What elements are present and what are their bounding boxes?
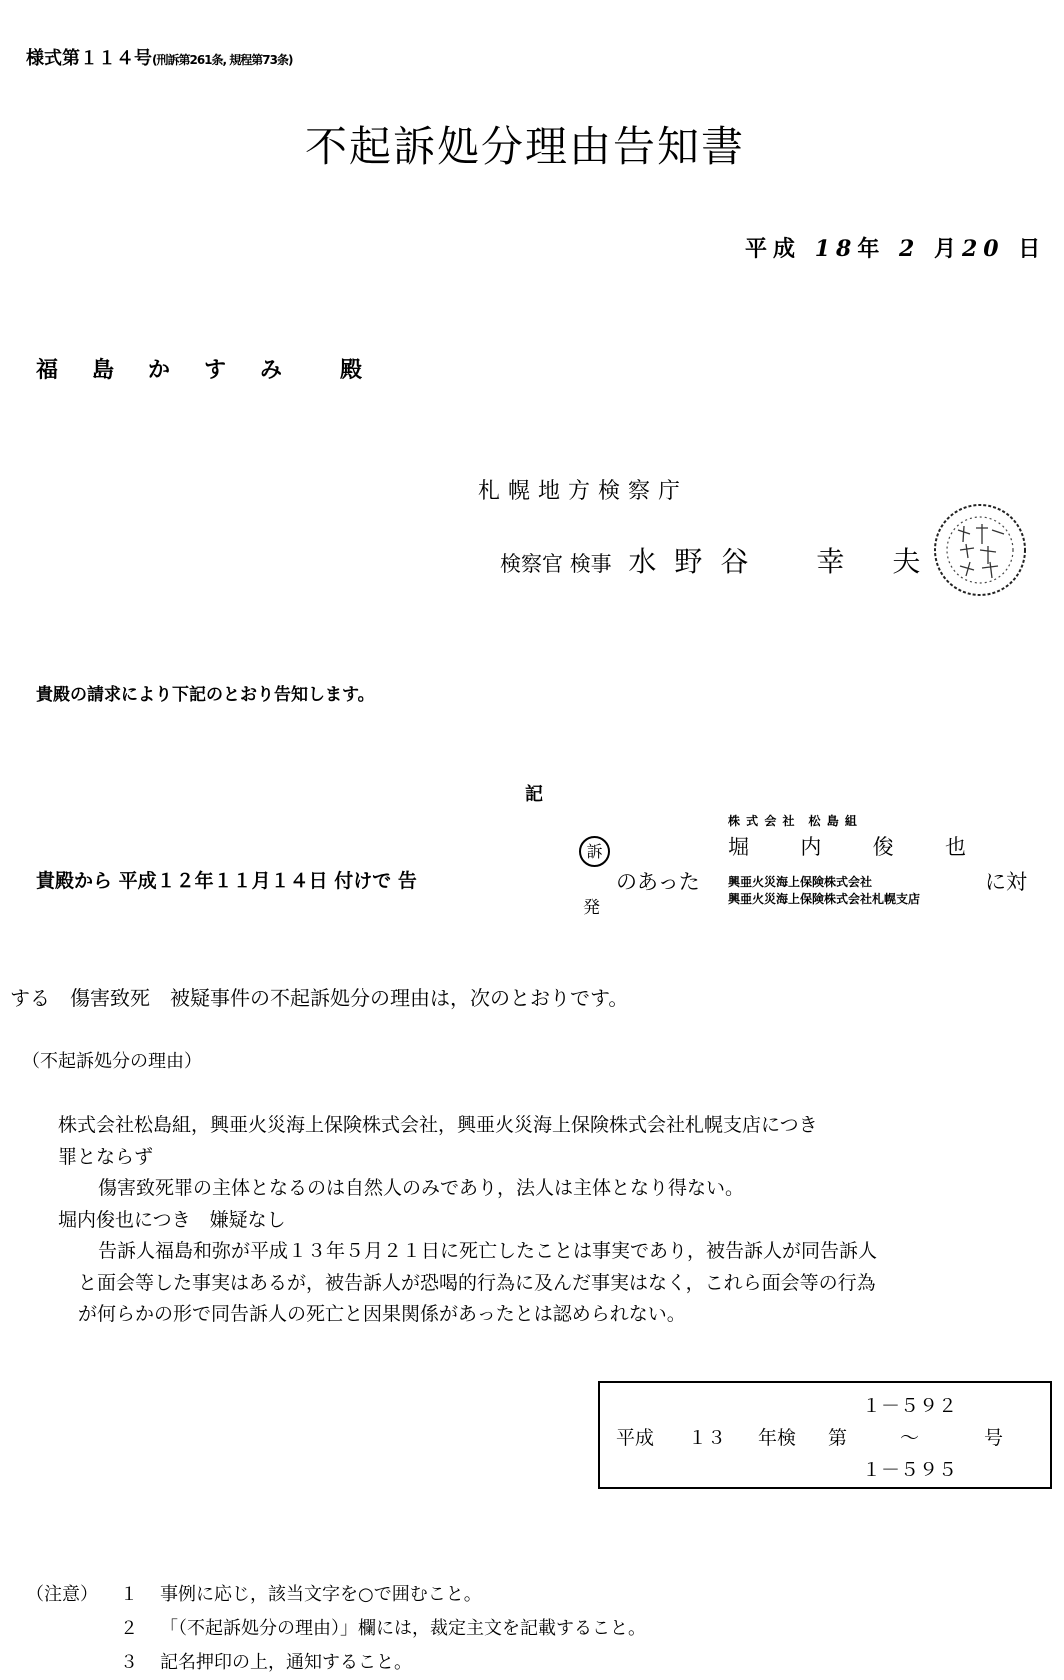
reason-line: が何らかの形で同告訴人の死亡と因果関係があったとは認められない。 bbox=[78, 1303, 686, 1325]
party-company-3: 興亜火災海上保険株式会社札幌支店 bbox=[728, 892, 921, 906]
reason-heading: （不起訴処分の理由） bbox=[22, 1051, 202, 1072]
nitai-text: に対 bbox=[985, 870, 1027, 894]
note-line bbox=[26, 1612, 646, 1646]
note-text: 「（不起訴処分の理由）」欄には，裁定主文を記載すること。 bbox=[160, 1618, 646, 1639]
case-number-from: １－５９２ bbox=[862, 1395, 958, 1417]
note-text: 記名押印の上，通知すること。 bbox=[160, 1652, 412, 1673]
case-kind: 年検 bbox=[758, 1427, 797, 1449]
party-company-1: 株 式 会 社 松 島 組 bbox=[728, 814, 858, 828]
ki-heading: 記 bbox=[525, 784, 543, 805]
case-number-box bbox=[598, 1381, 1052, 1489]
notes-label: （注意） bbox=[26, 1584, 98, 1605]
case-go: 号 bbox=[984, 1427, 1004, 1449]
atta-text: のあった bbox=[616, 870, 700, 894]
date-era: 平成 bbox=[745, 236, 802, 262]
reason-line: 告訴人福島和弥が平成１３年５月２１日に死亡したことは事実であり，被告訴人が同告訴人 bbox=[98, 1240, 878, 1262]
note-number: ３ bbox=[120, 1652, 138, 1673]
issue-date bbox=[745, 232, 1046, 263]
case-year: １３ bbox=[688, 1427, 727, 1449]
hatsu-char: 発 bbox=[583, 898, 600, 918]
case-dai: 第 bbox=[828, 1427, 848, 1449]
recipient bbox=[36, 353, 362, 384]
note-text: 事例に応じ，該当文字を○で囲むこと。 bbox=[160, 1584, 482, 1605]
reason-block bbox=[58, 1110, 877, 1331]
case-era: 平成 bbox=[616, 1427, 655, 1449]
body-line2: する 傷害致死 被疑事件の不起訴処分の理由は，次のとおりです。 bbox=[10, 986, 629, 1010]
party-company-2: 興亜火災海上保険株式会社 bbox=[728, 875, 873, 889]
date-year-unit: 年 bbox=[857, 236, 886, 262]
recipient-name: 福島かすみ bbox=[36, 357, 317, 383]
reason-line: 株式会社松島組，興亜火災海上保険株式会社，興亜火災海上保険株式会社札幌支店につき bbox=[58, 1114, 818, 1136]
circled-char: 訴 bbox=[579, 836, 610, 867]
date-month: 2 bbox=[899, 236, 921, 262]
document-title: 不起訴処分理由告知書 bbox=[305, 122, 746, 171]
case-number-to: １－５９５ bbox=[862, 1459, 958, 1481]
party-person bbox=[728, 831, 968, 861]
notes bbox=[26, 1578, 646, 1680]
form-number-ref: (刑訴第261条, 規程第73条) bbox=[152, 53, 293, 67]
recipient-honorific: 殿 bbox=[340, 357, 363, 383]
party-person-char: 也 bbox=[944, 835, 968, 859]
prosecutor-given-name: 幸夫 bbox=[816, 545, 969, 578]
prosecutor-title: 検察官 bbox=[500, 552, 563, 576]
note-number: １ bbox=[120, 1584, 138, 1605]
date-day: 20 bbox=[962, 236, 1005, 262]
prosecutor bbox=[500, 540, 968, 580]
reason-line: 傷害致死罪の主体となるのは自然人のみであり，法人は主体となり得ない。 bbox=[98, 1177, 745, 1199]
date-year: 18 bbox=[814, 236, 858, 262]
party-person-char: 内 bbox=[800, 835, 824, 859]
accused-party-list bbox=[728, 812, 968, 907]
note-line bbox=[26, 1578, 646, 1612]
party-person-char: 堀 bbox=[728, 835, 751, 859]
date-day-unit: 日 bbox=[1018, 236, 1047, 262]
note-line bbox=[26, 1646, 646, 1680]
prosecutor-rank: 検事 bbox=[569, 552, 612, 576]
reason-line: と面会等した事実はあるが，被告訴人が恐喝的行為に及んだ事実はなく，これら面会等の行為 bbox=[78, 1271, 876, 1294]
office-name: 札幌地方検察庁 bbox=[478, 479, 689, 504]
case-number-tilde: 〜 bbox=[900, 1427, 920, 1449]
prosecutor-family-name: 水野谷 bbox=[628, 545, 767, 578]
intro-text: 貴殿の請求により下記のとおり告知します。 bbox=[36, 685, 375, 705]
form-number-main: 様式第１１４号 bbox=[26, 48, 152, 69]
date-month-unit: 月 bbox=[933, 236, 962, 262]
official-seal-icon bbox=[930, 500, 1030, 600]
party-person-char: 俊 bbox=[872, 835, 896, 859]
reason-line: 罪とならず bbox=[58, 1145, 154, 1168]
reason-line: 堀内俊也につき 嫌疑なし bbox=[58, 1208, 286, 1231]
form-number bbox=[26, 44, 292, 70]
note-number: ２ bbox=[120, 1618, 138, 1639]
body-line1: 貴殿から 平成１２年１１月１４日 付けで 告 bbox=[36, 870, 417, 892]
